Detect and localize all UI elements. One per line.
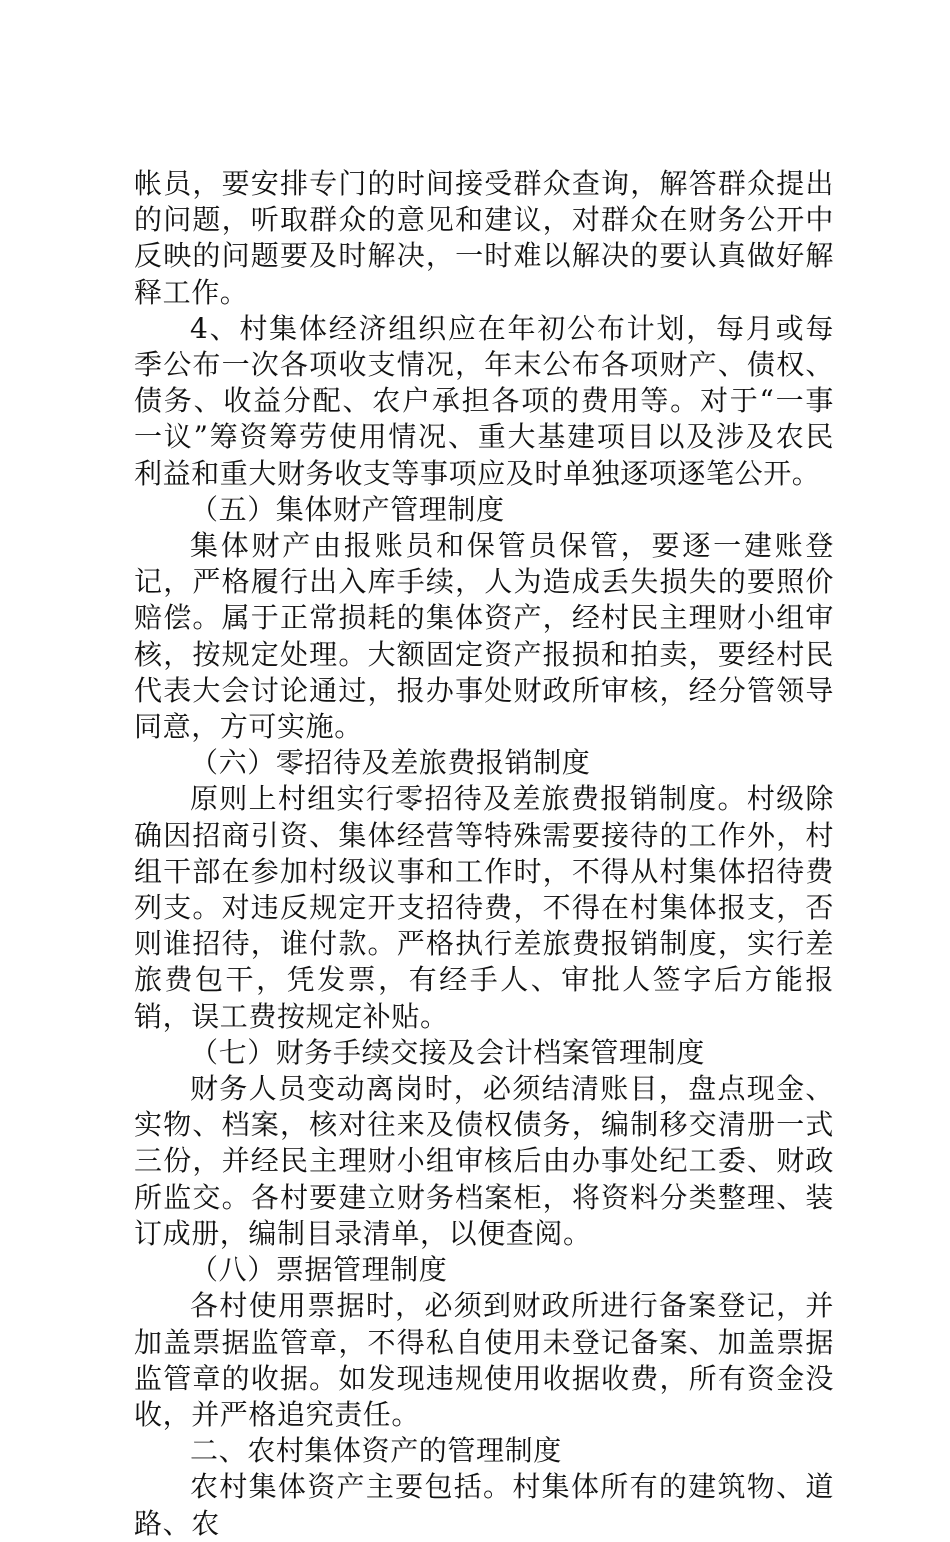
section-heading-6: （六）零招待及差旅费报销制度 [190,746,591,780]
paragraph-collective-assets: 农村集体资产主要包括。村集体所有的建筑物、道路、农 [134,1470,834,1540]
paragraph-continuation: 帐员，要安排专门的时间接受群众查询，解答群众提出的问题，听取群众的意见和建议，对群众在财务公开中反映的问题要及时解决，一时难以解决的要认真做好解释工作。 [134,167,834,309]
document-body [134,166,834,1542]
paragraph-item-4: 4、村集体经济组织应在年初公布计划，每月或每季公布一次各项收支情况，年末公布各项财产、债权、债务、收益分配、农户承担各项的费用等。对于“一事一议”筹资筹劳使用情况、重大基建项目以及涉及农民利益和重大财务收支等事项应及时单独逐项逐笔公开。 [134,311,834,490]
paragraph-receipts: 各村使用票据时，必须到财政所进行备案登记，并加盖票据监管章，不得私自使用未登记备案、加盖票据监管章的收据。如发现违规使用收据收费，所有资金没收，并严格追究责任。 [134,1289,834,1431]
paragraph-handover-archives: 财务人员变动离岗时，必须结清账目，盘点现金、实物、档案，核对往来及债权债务，编制移交清册一式三份，并经民主理财小组审核后由办事处纪工委、财政所监交。各村要建立财务档案柜，将资料分类整理、装订成册，编制目录清单，以便查阅。 [134,1072,834,1250]
paragraph-collective-property: 集体财产由报账员和保管员保管，要逐一建账登记，严格履行出入库手续，人为造成丢失损失的要照价赔偿。属于正常损耗的集体资产，经村民主理财小组审核，按规定处理。大额固定资产报损和拍卖，要经村民代表大会讨论通过，报办事处财政所审核，经分管领导同意，方可实施。 [134,529,834,744]
section-heading-part-2: 二、农村集体资产的管理制度 [190,1434,562,1468]
section-heading-7: （七）财务手续交接及会计档案管理制度 [190,1035,705,1069]
section-heading-5: （五）集体财产管理制度 [190,492,505,526]
paragraph-zero-hospitality: 原则上村组实行零招待及差旅费报销制度。村级除确因招商引资、集体经营等特殊需要接待的工作外，村组干部在参加村级议事和工作时，不得从村集体招待费列支。对违反规定开支招待费，不得在村集体报支，否则谁招待，谁付款。严格执行差旅费报销制度，实行差旅费包干，凭发票，有经手人、审批人签字后方能报销，误工费按规定补贴。 [134,782,834,1033]
section-heading-8: （八）票据管理制度 [190,1253,448,1287]
